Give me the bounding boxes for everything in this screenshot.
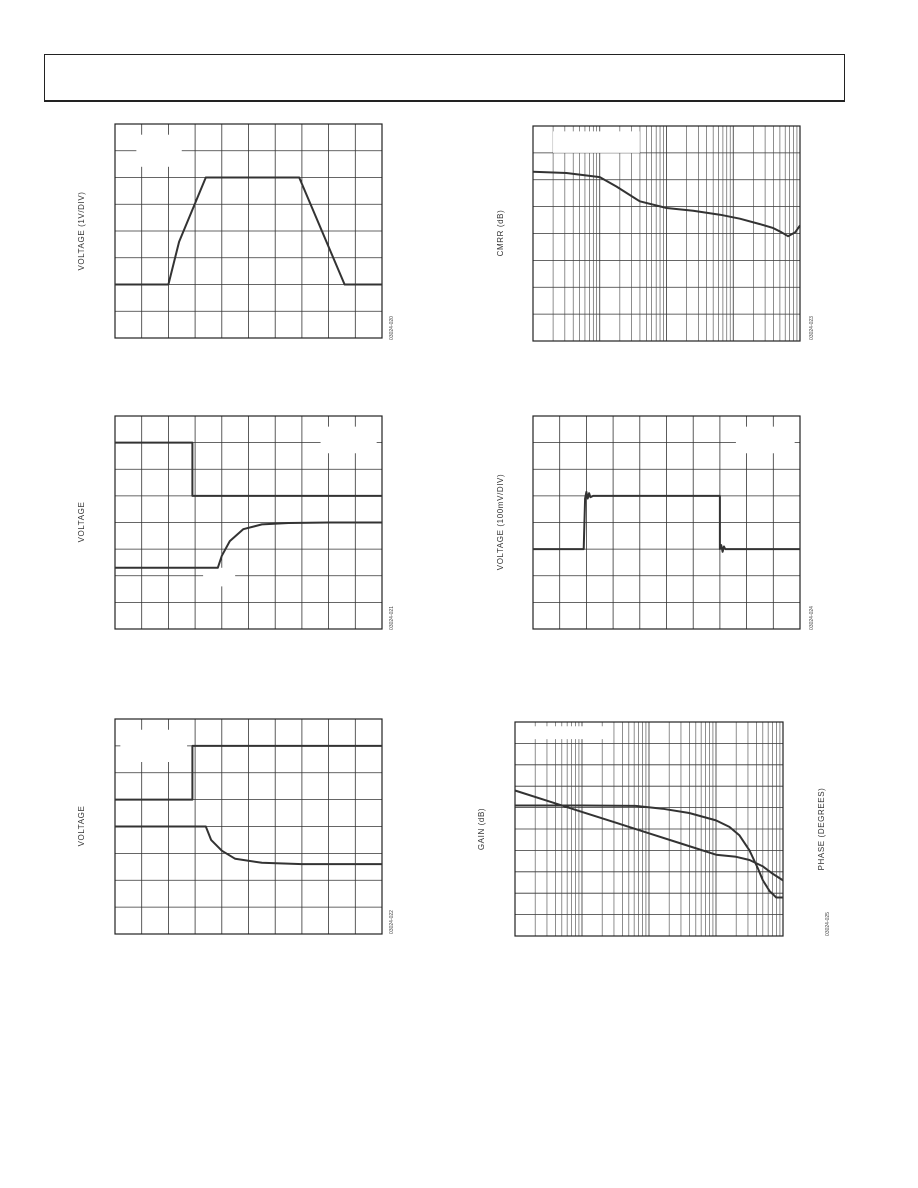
y-axis-label: VOLTAGE — [77, 501, 86, 543]
y2-axis-label: PHASE (DEGREES) — [817, 787, 826, 871]
label-area — [203, 568, 235, 587]
figure-id: 03024-024 — [809, 606, 815, 630]
label-area — [136, 135, 181, 167]
y-axis-label: VOLTAGE — [77, 805, 86, 847]
label-area — [528, 726, 612, 739]
figure-id: 03024-021 — [389, 606, 395, 630]
chart-cmrr — [490, 118, 830, 350]
figure-id: 03024-022 — [389, 910, 395, 934]
label-area — [553, 131, 640, 153]
page-header-box — [44, 54, 845, 102]
figure-id: 03024-025 — [825, 912, 831, 936]
y-axis-label: CMRR (dB) — [496, 209, 505, 257]
chart-gain-phase — [472, 712, 852, 962]
chart-step-response-1 — [70, 408, 410, 640]
chart-pulse — [70, 118, 410, 350]
figure-id: 03024-023 — [809, 316, 815, 340]
label-area — [736, 427, 795, 454]
y-axis-label: VOLTAGE (100mV/DIV) — [496, 473, 505, 571]
chart-step-response-3 — [70, 712, 410, 944]
label-area — [120, 730, 187, 762]
figure-id: 03024-020 — [389, 316, 395, 340]
chart-step-response-2 — [490, 408, 830, 640]
label-area — [321, 427, 377, 454]
y-axis-label: VOLTAGE (1V/DIV) — [77, 191, 86, 271]
y-axis-label: GAIN (dB) — [477, 807, 486, 851]
